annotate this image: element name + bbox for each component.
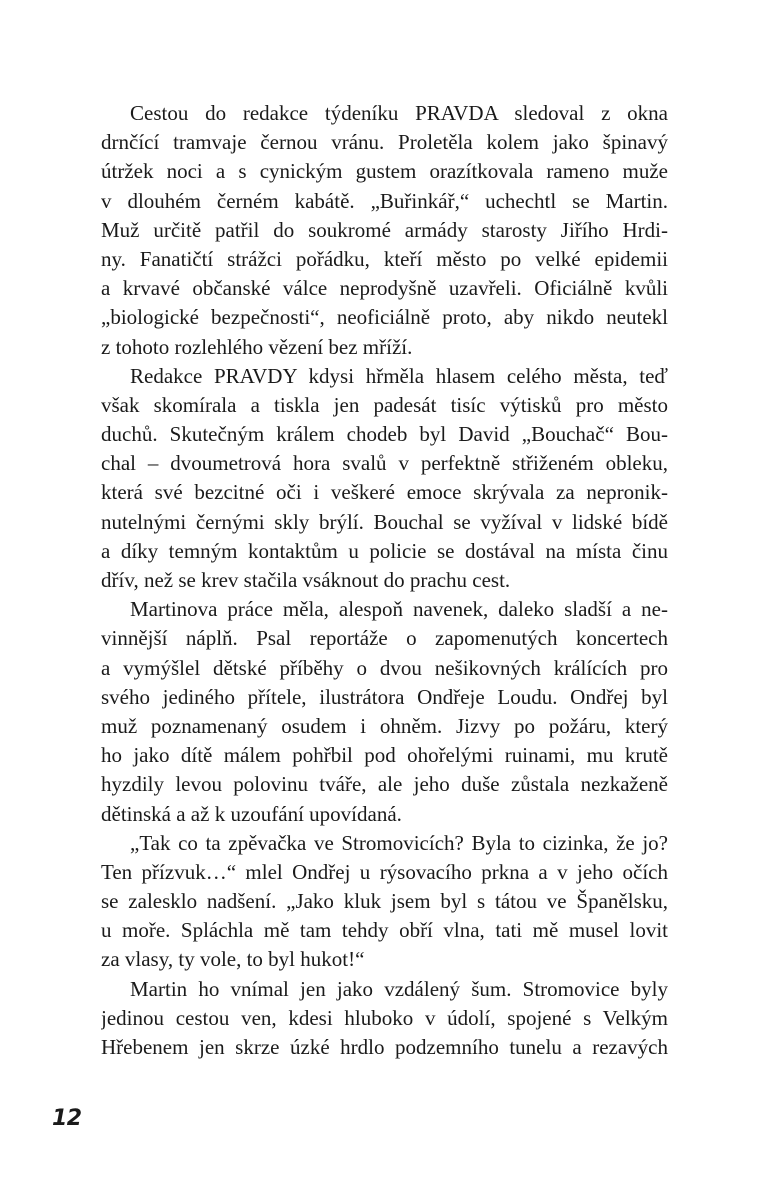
- text-line: z tohoto rozlehlého vězení bez mříží.: [101, 334, 413, 359]
- text-line: za vlasy, ty vole, to byl hukot!“: [101, 947, 365, 972]
- text-line: a krvavé občanské válce neprodyšně uzavřeli. Oficiálně kvůli: [101, 276, 668, 301]
- text-line: ny. Fanatičtí strážci pořádku, kteří město po velké epidemii: [101, 246, 668, 271]
- text-line: Muž určitě patřil do soukromé armády starosty Jiřího Hrdi-: [101, 217, 668, 242]
- text-line: dřív, než se krev stačila vsáknout do prachu cest.: [101, 568, 511, 592]
- text-line: a díky temným kontaktům u policie se dostával na místa činu: [101, 538, 668, 563]
- text-line: „Tak co ta zpěvačka ve Stromovicích? Byla to cizinka, že jo?: [130, 830, 668, 855]
- text-line: se zalesklo nadšení. „Jako kluk jsem byl s tátou ve Španělsku,: [101, 889, 668, 914]
- text-line: vinnější náplň. Psal reportáže o zapomenutých koncertech: [101, 626, 668, 651]
- text-line: Cestou do redakce týdeníku PRAVDA sledoval z okna: [130, 101, 668, 125]
- text-line: drnčící tramvaje černou vránu. Proletěla kolem jako špinavý: [101, 130, 668, 155]
- page-number: 12: [52, 1106, 82, 1131]
- text-line: Ten přízvuk…“ mlel Ondřej u rýsovacího prkna a v jeho očích: [101, 859, 668, 884]
- text-line: „biologické bezpečnosti“, neoficiálně proto, aby nikdo neutekl: [101, 305, 668, 330]
- text-line: Hřebenem jen skrze úzké hrdlo podzemního tunelu a rezavých: [101, 1035, 668, 1059]
- text-line: hyzdily levou polovinu tváře, ale jeho duše zůstala nezkaženě: [101, 772, 668, 797]
- text-line: v dlouhém černém kabátě. „Buřinkář,“ uchechtl se Martin.: [101, 188, 668, 213]
- text-line: Redakce PRAVDY kdysi hřměla hlasem celého města, teď: [130, 363, 668, 388]
- text-line: dětinská a až k uzoufání upovídaná.: [101, 801, 402, 826]
- text-line: u moře. Spláchla mě tam tehdy obří vlna, tati mě musel lovit: [101, 918, 668, 943]
- text-line: útržek noci a s cynickým gustem orazítkovala rameno muže: [101, 159, 668, 184]
- text-line: a vymýšlel dětské příběhy o dvou nešikovných králících pro: [101, 655, 668, 680]
- text-line: Martin ho vnímal jen jako vzdálený šum. Stromovice byly: [130, 976, 668, 1001]
- text-line: která své bezcitné oči i veškeré emoce skrývala za nepronik-: [101, 480, 668, 505]
- text-line: muž poznamenaný osudem i ohněm. Jizvy po požáru, který: [101, 713, 668, 738]
- text-line: duchů. Skutečným králem chodeb byl David „Bouchač“ Bou-: [101, 422, 668, 447]
- text-line: chal – dvoumetrová hora svalů v perfektně střiženém obleku,: [101, 451, 668, 476]
- text-line: Martinova práce měla, alespoň navenek, daleko sladší a ne-: [130, 597, 668, 622]
- text-line: však skomírala a tiskla jen padesát tisíc výtisků pro město: [101, 392, 668, 417]
- text-line: ho jako dítě málem pohřbil pod ohořelými ruinami, mu krutě: [101, 743, 668, 768]
- text-line: jedinou cestou ven, kdesi hluboko v údolí, spojené s Velkým: [101, 1005, 668, 1030]
- text-line: svého jediného přítele, ilustrátora Ondřeje Loudu. Ondřej byl: [101, 684, 668, 709]
- body-text: [101, 99, 668, 1062]
- text-line: nutelnými černými skly brýlí. Bouchal se vyžíval v lidské bídě: [101, 509, 668, 534]
